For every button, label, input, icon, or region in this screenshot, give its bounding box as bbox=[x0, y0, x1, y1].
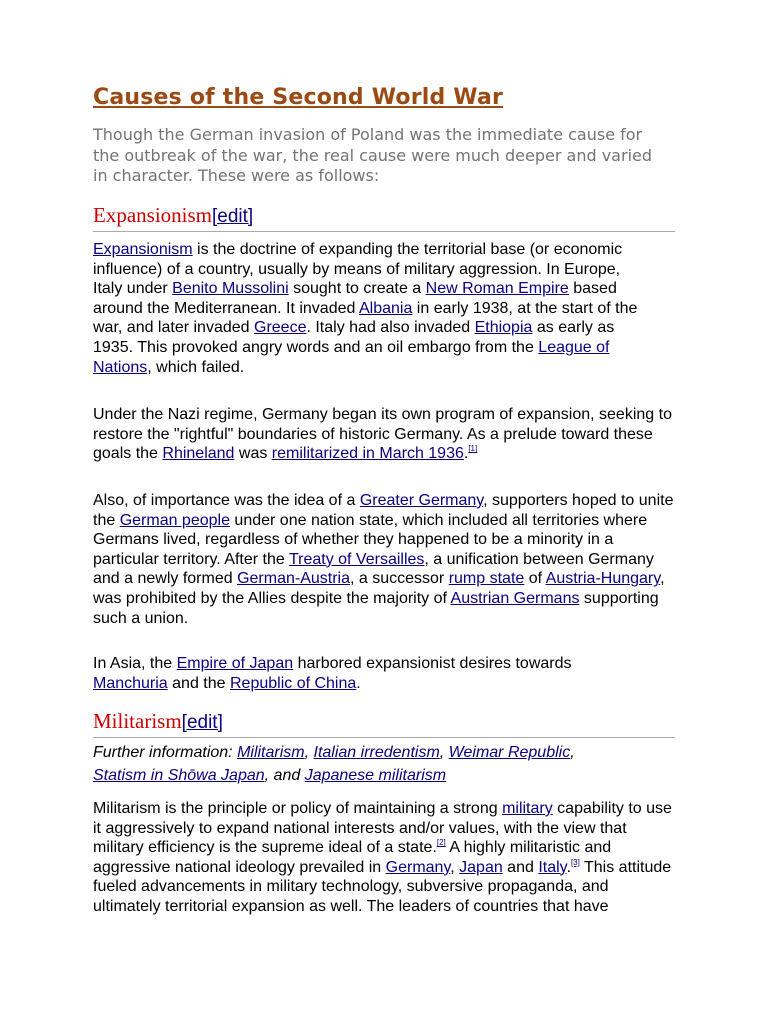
text-span: , bbox=[439, 744, 449, 761]
text-span: and bbox=[502, 858, 539, 876]
expansionism-paragraph-1 bbox=[93, 240, 653, 377]
link-benito-mussolini[interactable]: Benito Mussolini bbox=[172, 280, 289, 298]
link-austrian-germans[interactable]: Austrian Germans bbox=[450, 589, 580, 607]
text-span: Militarism is the principle or policy of maintaining a strong bbox=[93, 800, 503, 817]
text-span: , bbox=[570, 744, 575, 761]
link-albania[interactable]: Albania bbox=[358, 299, 413, 317]
link-remilitarized[interactable]: remilitarized in March 1936 bbox=[271, 445, 464, 463]
link-militarism[interactable]: Militarism bbox=[237, 744, 305, 761]
link-ethiopia[interactable]: Ethiopia bbox=[474, 319, 533, 337]
text-span: Further information: bbox=[93, 744, 238, 761]
text-span: . bbox=[463, 445, 469, 463]
reference-3 bbox=[571, 858, 580, 867]
text-span: in early 1938, at the start of the war, and later invaded bbox=[93, 299, 638, 337]
link-italian-irredentism[interactable]: Italian irredentism bbox=[313, 744, 440, 761]
text-span: was bbox=[234, 445, 272, 463]
text-span: harbored expansionist desires towards bbox=[293, 655, 572, 672]
expansionism-paragraph-2 bbox=[93, 405, 673, 464]
link-germany[interactable]: Germany bbox=[385, 858, 451, 876]
ref-link-3[interactable]: [3] bbox=[570, 857, 580, 867]
expansionism-edit-link[interactable]: [edit] bbox=[212, 206, 254, 227]
expansionism-paragraph-3 bbox=[93, 491, 675, 628]
text-span: under one nation state, which included all territories where Germans lived, regardless of whether they happened to be a minority in a particular territory. After the bbox=[93, 511, 648, 568]
link-german-people[interactable]: German people bbox=[119, 511, 230, 529]
militarism-edit-link[interactable]: [edit] bbox=[181, 712, 223, 733]
militarism-paragraph-1 bbox=[93, 799, 678, 917]
militarism-heading-text: Militarism bbox=[93, 709, 182, 733]
link-empire-of-japan[interactable]: Empire of Japan bbox=[176, 655, 294, 672]
link-league-of-nations[interactable]: League of Nations bbox=[93, 338, 610, 376]
link-rump-state[interactable]: rump state bbox=[448, 570, 525, 588]
expansionism-heading-text: Expansionism bbox=[93, 203, 212, 227]
text-span: , supporters hoped to unite the bbox=[93, 492, 674, 529]
link-new-roman-empire[interactable]: New Roman Empire bbox=[425, 280, 569, 298]
text-span: , a successor bbox=[350, 570, 449, 588]
link-greater-germany[interactable]: Greater Germany bbox=[359, 492, 484, 509]
ref-link-2[interactable]: [2] bbox=[436, 838, 446, 848]
expansionism-paragraph-4 bbox=[93, 654, 573, 693]
militarism-heading bbox=[93, 709, 675, 738]
link-italy[interactable]: Italy bbox=[538, 858, 567, 876]
text-span: , and bbox=[264, 766, 305, 784]
link-manchuria[interactable]: Manchuria bbox=[93, 674, 168, 692]
text-span: , a unification between Germany and a newly formed bbox=[93, 550, 654, 588]
further-information bbox=[93, 742, 583, 787]
link-greece[interactable]: Greece bbox=[254, 319, 307, 337]
link-weimar-republic[interactable]: Weimar Republic bbox=[448, 744, 571, 761]
intro-paragraph: Though the German invasion of Poland was the immediate cause for the outbreak of the war, the real cause were much deeper and varied in character. These were as follows: bbox=[93, 125, 653, 185]
link-expansionism[interactable]: Expansionism bbox=[93, 241, 193, 258]
link-military[interactable]: military bbox=[502, 800, 553, 817]
text-span: based around the Mediterranean. It invaded bbox=[93, 280, 617, 317]
text-span: In Asia, the bbox=[93, 655, 177, 672]
text-span: of bbox=[524, 570, 546, 588]
link-statism-showa-japan[interactable]: Statism in Shōwa Japan bbox=[93, 766, 265, 784]
text-span: capability to use it aggressively to expand national interests and/or values, with the view that military efficiency is the supreme ideal of a state. bbox=[93, 800, 672, 857]
text-span: sought to create a bbox=[288, 280, 426, 298]
link-austria-hungary[interactable]: Austria-Hungary bbox=[545, 570, 661, 588]
link-japanese-militarism[interactable]: Japanese militarism bbox=[304, 766, 447, 784]
link-treaty-of-versailles[interactable]: Treaty of Versailles bbox=[288, 550, 425, 568]
text-span: supporting such a union. bbox=[93, 589, 659, 627]
expansionism-heading bbox=[93, 203, 675, 232]
reference-1 bbox=[468, 444, 477, 453]
text-span: . Italy had also invaded bbox=[306, 319, 475, 337]
text-span: This attitude fueled advancements in military technology, subversive propaganda, and ultimately territorial expansion as well. The leaders of countries that have bbox=[93, 858, 672, 915]
text-span: and the bbox=[167, 674, 230, 692]
text-span: A highly militaristic and aggressive national ideology prevailed in bbox=[93, 839, 612, 876]
text-span: as early as 1935. This provoked angry words and an oil embargo from the bbox=[93, 319, 615, 356]
text-span: , bbox=[304, 744, 314, 761]
text-span: , which failed. bbox=[147, 358, 245, 376]
reference-2 bbox=[437, 838, 446, 847]
text-span: . bbox=[566, 858, 571, 876]
page-title: Causes of the Second World War bbox=[93, 85, 504, 110]
text-span: . bbox=[356, 674, 361, 692]
link-japan[interactable]: Japan bbox=[459, 858, 503, 876]
text-span: Under the Nazi regime, Germany began its own program of expansion, seeking to restore the "rightful" boundaries of historic Germany. As a prelude toward these goals the bbox=[93, 406, 672, 463]
text-span: , was prohibited by the Allies despite the majority of bbox=[93, 570, 665, 607]
link-rhineland[interactable]: Rhineland bbox=[162, 445, 235, 463]
text-span: is the doctrine of expanding the territorial base (or economic influence) of a country, usually by means of military aggression. In Europe, Italy under bbox=[93, 241, 623, 298]
link-german-austria[interactable]: German-Austria bbox=[237, 570, 350, 588]
text-span: , bbox=[450, 858, 460, 876]
text-span: Also, of importance was the idea of a bbox=[93, 492, 360, 509]
ref-link-1[interactable]: [1] bbox=[468, 444, 478, 454]
link-republic-of-china[interactable]: Republic of China bbox=[229, 674, 357, 692]
